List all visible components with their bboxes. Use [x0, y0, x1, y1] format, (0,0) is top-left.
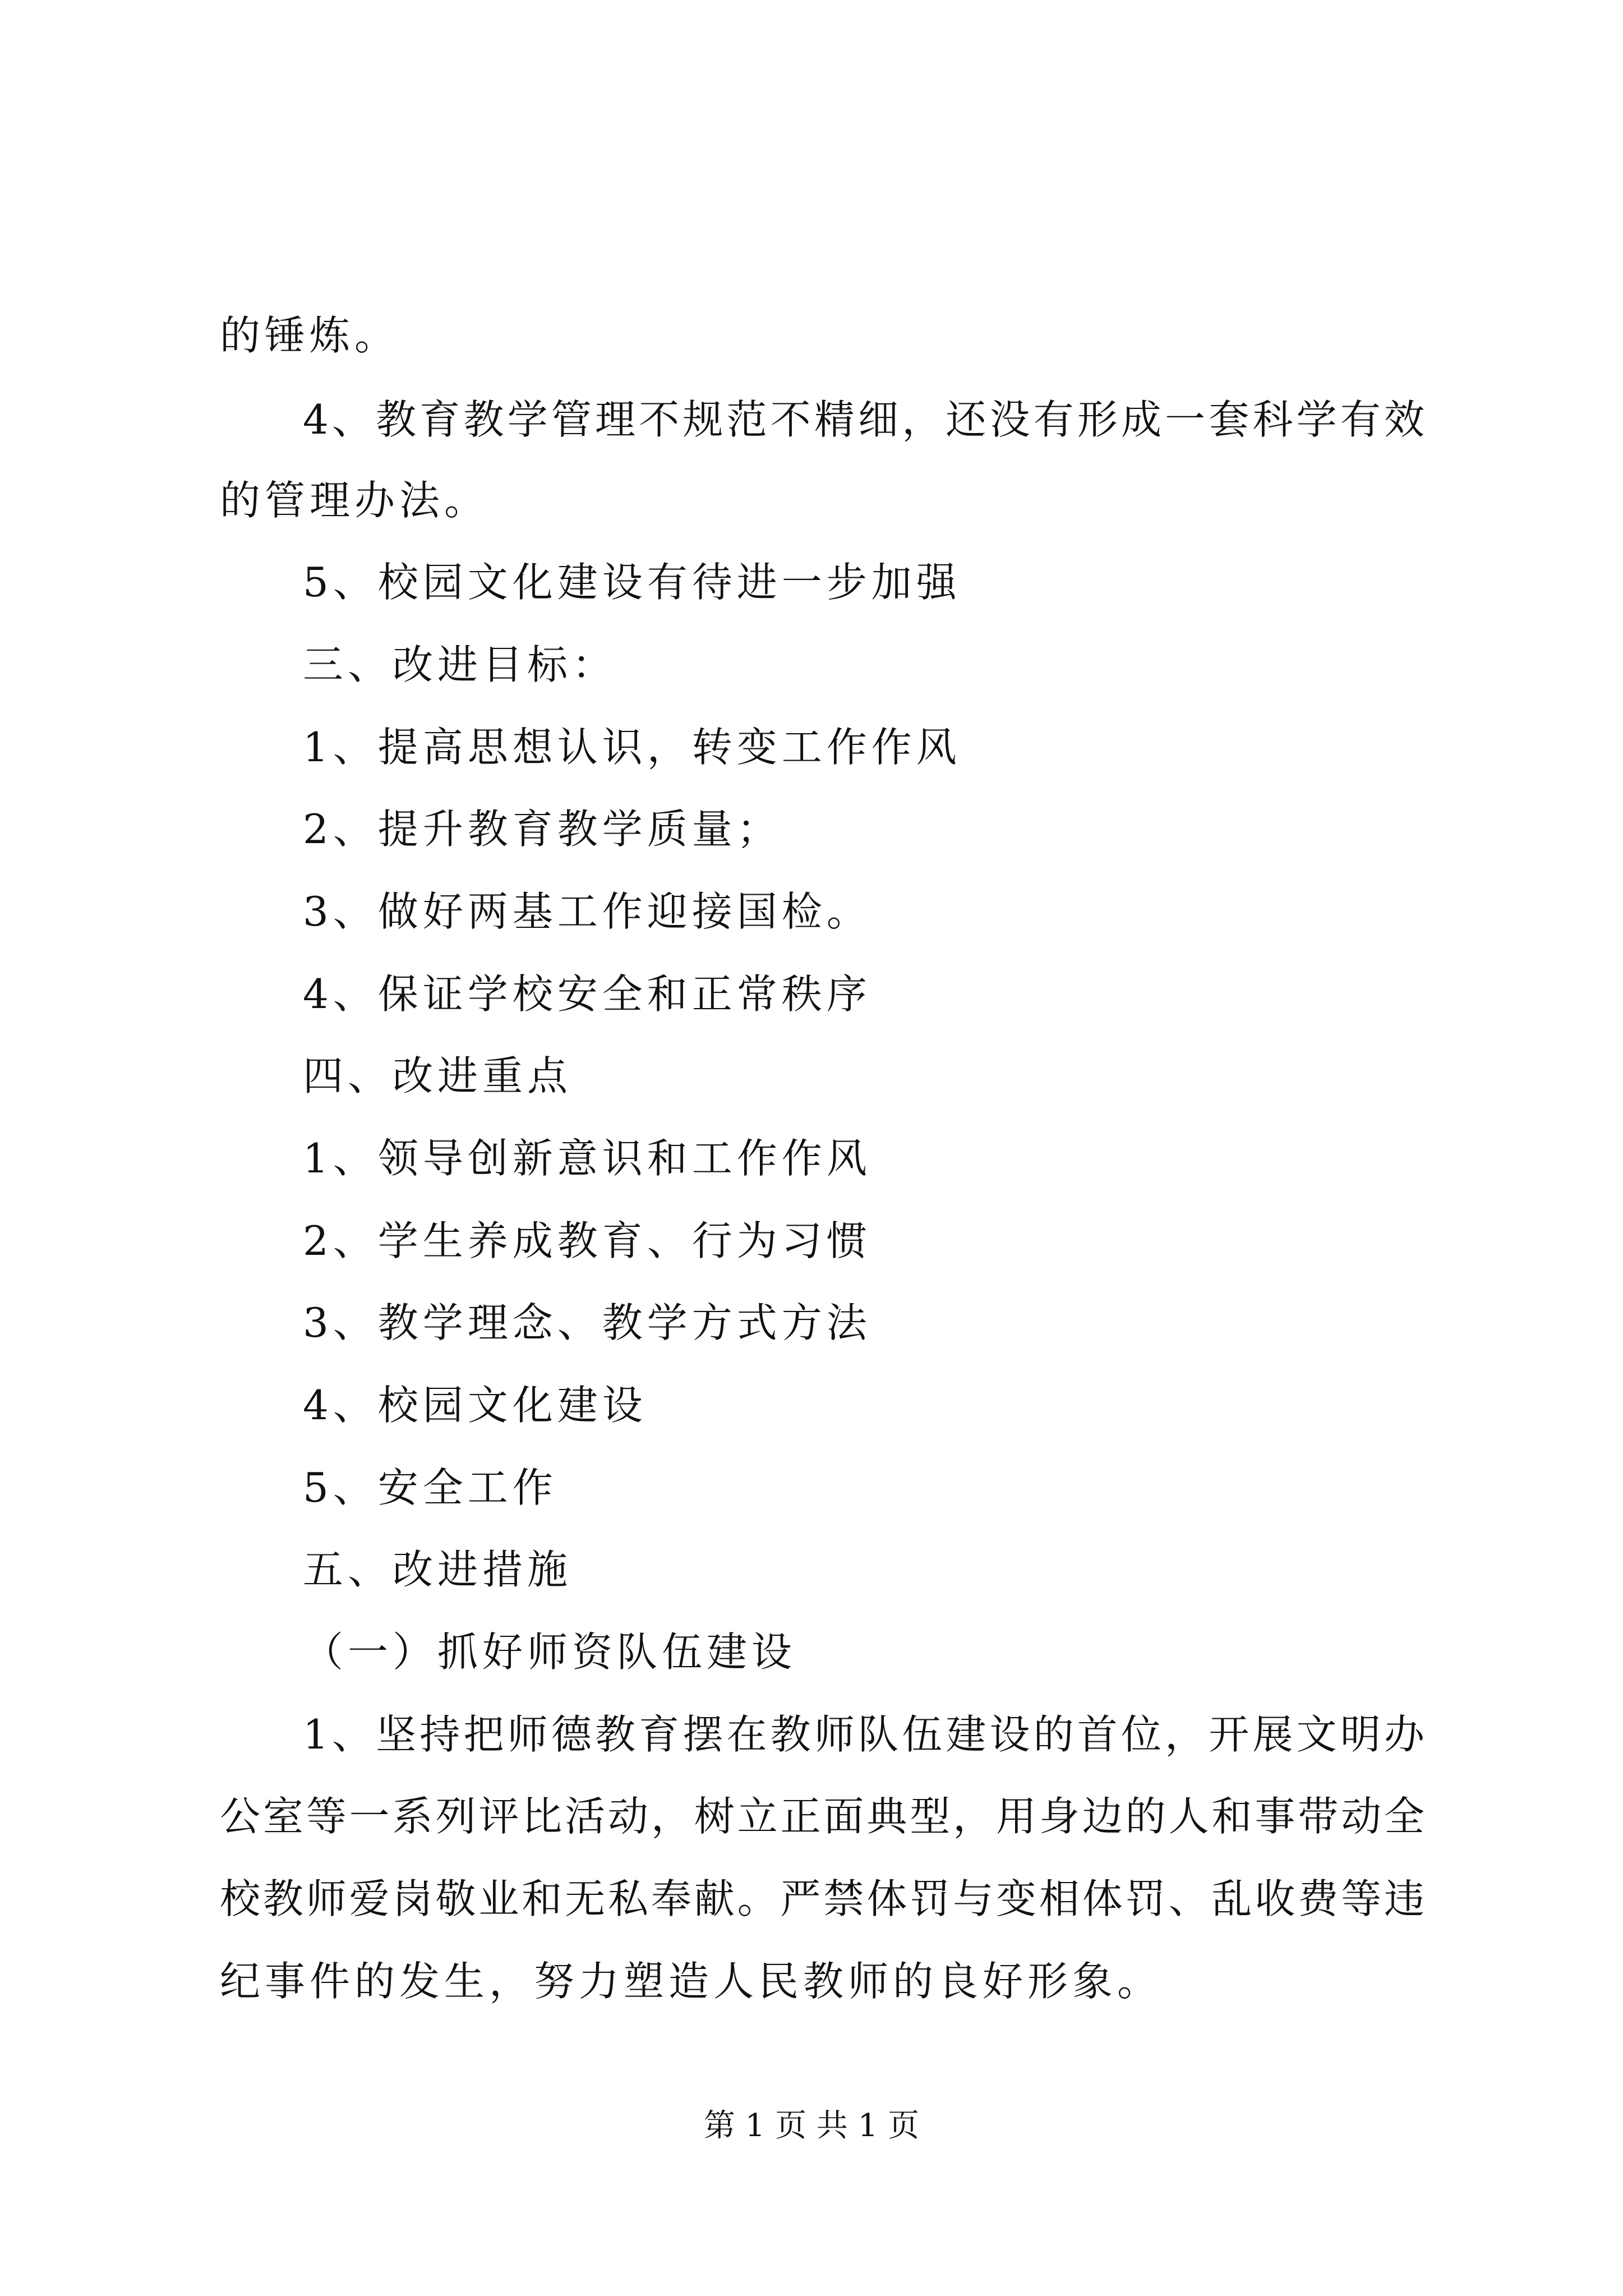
- text-line: 3、教学理念、教学方式方法: [303, 1299, 872, 1346]
- text-line: 的管理办法。: [220, 477, 490, 524]
- text-line: 4、校园文化建设: [303, 1382, 647, 1429]
- text-line: 2、提升教育教学质量；: [303, 806, 782, 853]
- section-heading: 五、改进措施: [303, 1546, 573, 1593]
- text-line: 纪事件的发生，努力塑造人民教师的良好形象。: [220, 1958, 1163, 2005]
- section-heading: 三、改进目标：: [303, 641, 617, 688]
- text-line: 3、做好两基工作迎接国检。: [303, 888, 872, 935]
- text-line: 的锤炼。: [220, 312, 400, 359]
- page-number-footer: 第 1 页 共 1 页: [703, 2108, 920, 2144]
- subsection-heading: （一）抓好师资队伍建设: [303, 1628, 797, 1676]
- text-line: 5、安全工作: [303, 1464, 557, 1511]
- text-line: 1、坚持把师德教育摆在教师队伍建设的首位，开展文明办: [303, 1711, 1426, 1758]
- text-line: 2、学生养成教育、行为习惯: [303, 1217, 872, 1264]
- text-line: 4、保证学校安全和正常秩序: [303, 970, 872, 1018]
- text-line: 5、校园文化建设有待进一步加强: [303, 559, 961, 606]
- section-heading: 四、改进重点: [303, 1052, 573, 1099]
- text-line: 1、提高思想认识，转变工作作风: [303, 724, 961, 771]
- text-line: 公室等一系列评比活动，树立正面典型，用身边的人和事带动全: [220, 1793, 1426, 1840]
- text-line: 1、领导创新意识和工作作风: [303, 1135, 872, 1182]
- text-line: 校教师爱岗敬业和无私奉献。严禁体罚与变相体罚、乱收费等违: [220, 1875, 1426, 1922]
- text-line: 4、教育教学管理不规范不精细，还没有形成一套科学有效: [303, 396, 1426, 443]
